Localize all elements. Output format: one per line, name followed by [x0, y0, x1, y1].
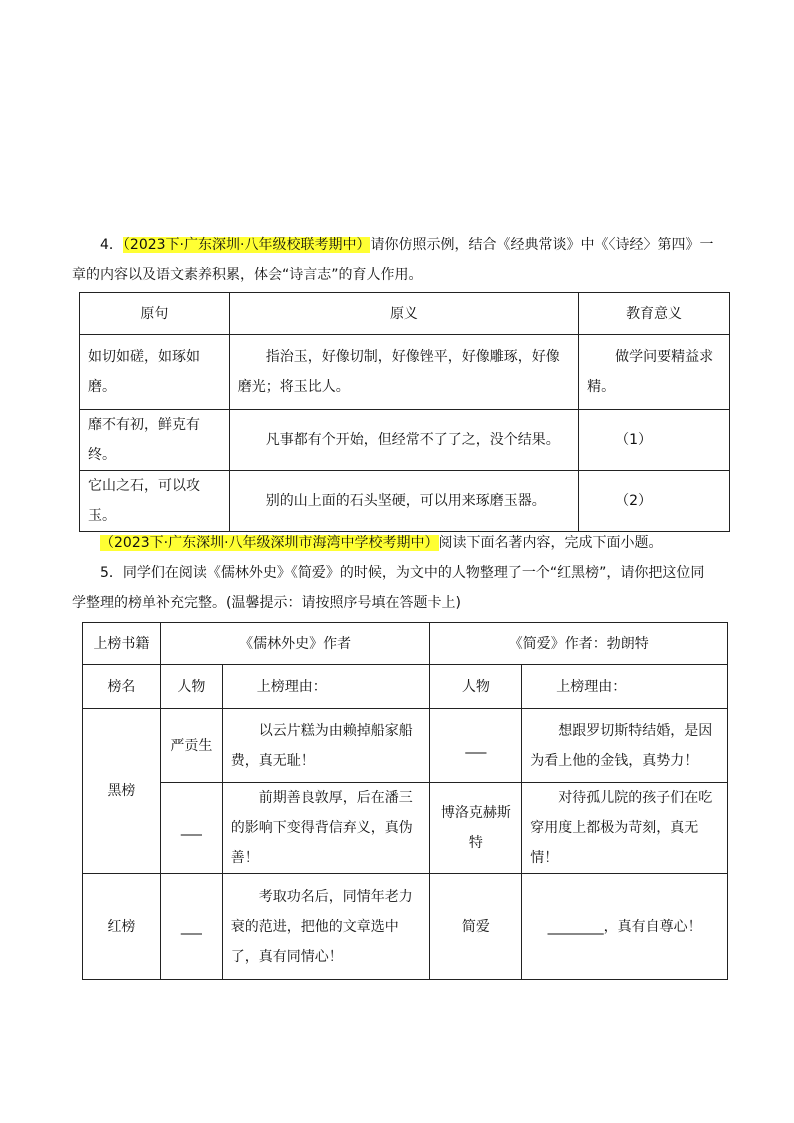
- q4-row2-answer-blank[interactable]: （1）: [579, 410, 730, 471]
- q5-book-label: 上榜书籍: [83, 623, 161, 665]
- q5-black-row-1: [83, 709, 728, 783]
- q4-row: [80, 410, 730, 471]
- q4-prompt: [72, 230, 732, 290]
- q5-black2-person2: 博洛克赫斯特: [430, 783, 522, 874]
- q4-row1-edu: 做学问要精益求精。: [579, 335, 730, 410]
- q4-header-orig: 原句: [80, 293, 230, 335]
- q5-red-reason: 考取功名后，同情年老力衰的范进，把他的文章选中了，真有同情心！: [222, 874, 430, 980]
- q5-black-label: 黑榜: [83, 709, 161, 874]
- q5-book-row: [83, 623, 728, 665]
- q4-row: [80, 471, 730, 532]
- q5-black2-person-blank[interactable]: ___: [160, 783, 222, 874]
- q5-person-label: 人物: [160, 665, 222, 709]
- q5-black1-reason2: 想跟罗切斯特结婚，是因为看上他的金钱，真势力！: [522, 709, 728, 783]
- q5-number: 5．: [100, 565, 123, 581]
- q4-row1-meaning: 指治玉，好像切制，好像锉平，好像雕琢，好像磨光；将玉比人。: [229, 335, 578, 410]
- q4-text-line2: 章的内容以及语文素养积累，体会“诗言志”的育人作用。: [72, 267, 423, 283]
- q5-book2: 《简爱》作者：勃朗特: [430, 623, 728, 665]
- q5-black1-person2-blank[interactable]: ___: [430, 709, 522, 783]
- q5-text-line2: 学整理的榜单补充完整。(温馨提示：请按照序号填在答题卡上): [72, 595, 461, 611]
- q4-source-highlight: （2023下·广东深圳·八年级校联考期中）: [122, 237, 371, 253]
- q4-row2-orig: 靡不有初，鲜克有终。: [80, 410, 230, 471]
- q4-header-meaning: 原义: [229, 293, 578, 335]
- q5-red-label: 红榜: [83, 874, 161, 980]
- q4-row2-meaning: 凡事都有个开始，但经常不了了之，没个结果。: [229, 410, 578, 471]
- q5-red-person2: 简爱: [430, 874, 522, 980]
- q5-rank-label: 榜名: [83, 665, 161, 709]
- q4-header-edu: 教育意义: [579, 293, 730, 335]
- q4-header-row: [80, 293, 730, 335]
- q5-book1: 《儒林外史》作者: [160, 623, 430, 665]
- q5-reason-label-2: 上榜理由：: [522, 665, 728, 709]
- q5-black2-reason2: 对待孤儿院的孩子们在吃穿用度上都极为苛刻，真无情！: [522, 783, 728, 874]
- q5-black1-reason: 以云片糕为由赖掉船家船费，真无耻！: [222, 709, 430, 783]
- q5-intro: 阅读下面名著内容，完成下面小题。: [438, 535, 663, 551]
- q4-number: 4．: [100, 237, 123, 253]
- q5-black-row-2: [83, 783, 728, 874]
- q5-prompt: [72, 528, 732, 618]
- q4-row: [80, 335, 730, 410]
- q5-black2-reason: 前期善良敦厚，后在潘三的影响下变得背信弃义，真伪善！: [222, 783, 430, 874]
- q5-black1-person: 严贡生: [160, 709, 222, 783]
- q4-row1-orig: 如切如磋，如琢如磨。: [80, 335, 230, 410]
- q4-row3-answer-blank[interactable]: （2）: [579, 471, 730, 532]
- q5-text-line1: 同学们在阅读《儒林外史》《简爱》的时候，为文中的人物整理了一个“红黑榜”，请你把这位同: [122, 565, 705, 581]
- q4-table: [79, 292, 730, 532]
- q5-table: [82, 622, 728, 980]
- q5-person-label-2: 人物: [430, 665, 522, 709]
- q4-row3-meaning: 别的山上面的石头坚硬，可以用来琢磨玉器。: [229, 471, 578, 532]
- q5-red-reason2-blank[interactable]: ________，真有自尊心！: [522, 874, 728, 980]
- q5-red-person-blank[interactable]: ___: [160, 874, 222, 980]
- q5-red-row: [83, 874, 728, 980]
- q5-source-highlight: （2023下·广东深圳·八年级深圳市海湾中学校考期中）: [100, 535, 439, 551]
- q4-text-line1: 请你仿照示例，结合《经典常谈》中《〈诗经〉第四》一: [370, 237, 714, 253]
- q4-row3-orig: 它山之石，可以攻玉。: [80, 471, 230, 532]
- q5-header-row: [83, 665, 728, 709]
- q5-reason-label: 上榜理由：: [222, 665, 430, 709]
